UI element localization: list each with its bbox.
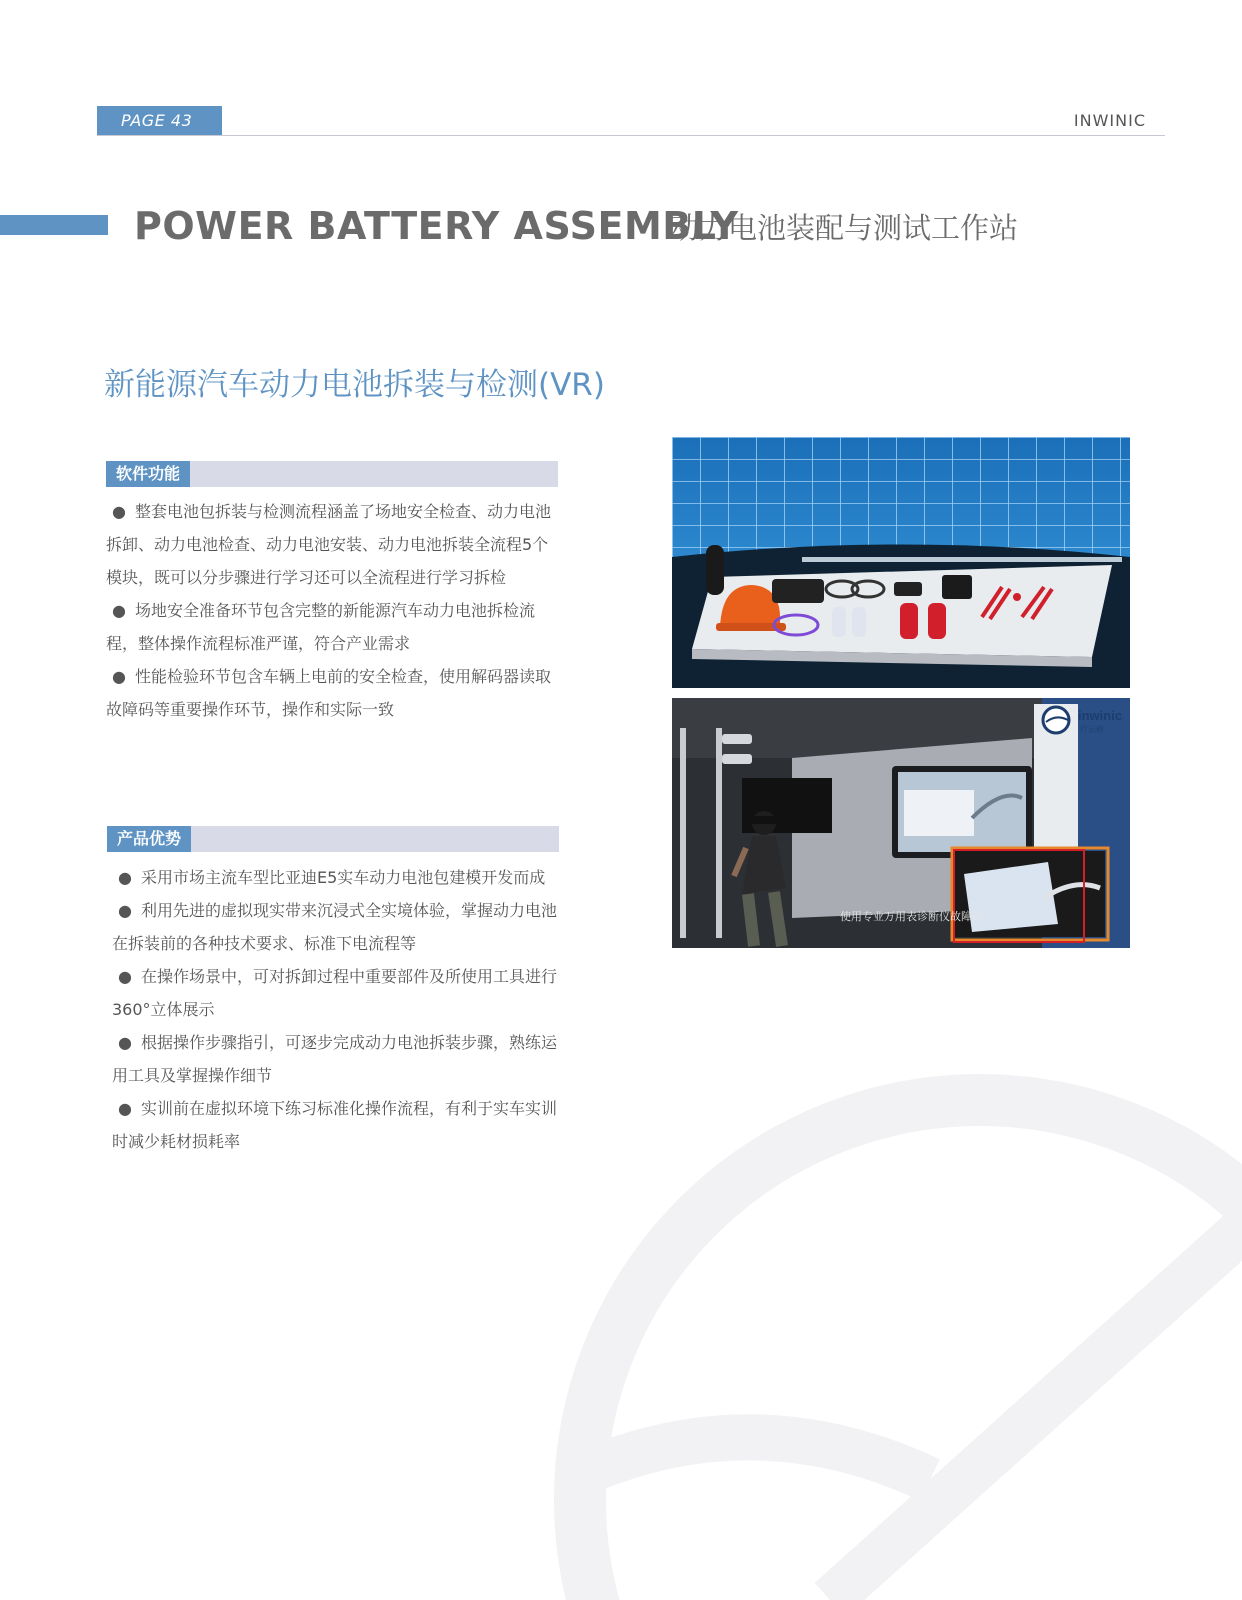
list-item: ● 场地安全准备环节包含完整的新能源汽车动力电池拆检流程，整体操作流程标准严谨，符合产业需求	[106, 594, 558, 660]
product-advantages-list	[112, 861, 564, 1158]
page-number-tab: PAGE 43	[97, 106, 222, 135]
software-functions-header	[106, 461, 558, 487]
title-accent-bar	[0, 215, 108, 235]
bullet-icon: ●	[118, 901, 132, 920]
section-title: 新能源汽车动力电池拆装与检测(VR)	[104, 367, 605, 403]
list-item: ● 采用市场主流车型比亚迪E5实车动力电池包建模开发而成	[112, 861, 564, 894]
software-functions-list	[106, 495, 558, 726]
svg-text:inwinic: inwinic	[1078, 708, 1123, 723]
bullet-icon: ●	[112, 601, 126, 620]
vr-tools-image	[672, 437, 1130, 688]
list-item: ● 实训前在虚拟环境下练习标准化操作流程，有利于实车实训时减少耗材损耗率	[112, 1092, 564, 1158]
brand-name: INWINIC	[1073, 111, 1146, 130]
list-item: ● 整套电池包拆装与检测流程涵盖了场地安全检查、动力电池拆卸、动力电池检查、动力电池安装、动力电池拆装全流程5个模块，既可以分步骤进行学习还可以全流程进行学习拆检	[106, 495, 558, 594]
bullet-icon: ●	[118, 1099, 132, 1118]
list-item: ● 性能检验环节包含车辆上电前的安全检查，使用解码器读取故障码等重要操作环节，操作和实际一致	[106, 660, 558, 726]
list-item: ● 根据操作步骤指引，可逐步完成动力电池拆装步骤，熟练运用工具及掌握操作细节	[112, 1026, 564, 1092]
bullet-icon: ●	[118, 1033, 132, 1052]
bullet-icon: ●	[112, 667, 126, 686]
svg-text:行云桥: 行云桥	[1080, 725, 1104, 734]
svg-text:使用专业万用表诊断仪故障码: 使用专业万用表诊断仪故障码	[840, 910, 983, 923]
header-divider	[97, 135, 1165, 136]
list-item: ● 在操作场景中，可对拆卸过程中重要部件及所使用工具进行360°立体展示	[112, 960, 564, 1026]
product-advantages-header	[107, 826, 559, 852]
bullet-icon: ●	[112, 502, 126, 521]
page-title-cn: 动力电池装配与测试工作站	[670, 211, 1019, 245]
bullet-icon: ●	[118, 868, 132, 887]
page-title-en: POWER BATTERY ASSEMBLY	[134, 204, 739, 248]
list-item: ● 利用先进的虚拟现实带来沉浸式全实境体验，掌握动力电池在拆装前的各种技术要求、标准下电流程等	[112, 894, 564, 960]
vr-lab-image	[672, 698, 1130, 948]
product-advantages-label: 产品优势	[107, 826, 191, 852]
software-functions-label: 软件功能	[106, 461, 190, 487]
bullet-icon: ●	[118, 967, 132, 986]
